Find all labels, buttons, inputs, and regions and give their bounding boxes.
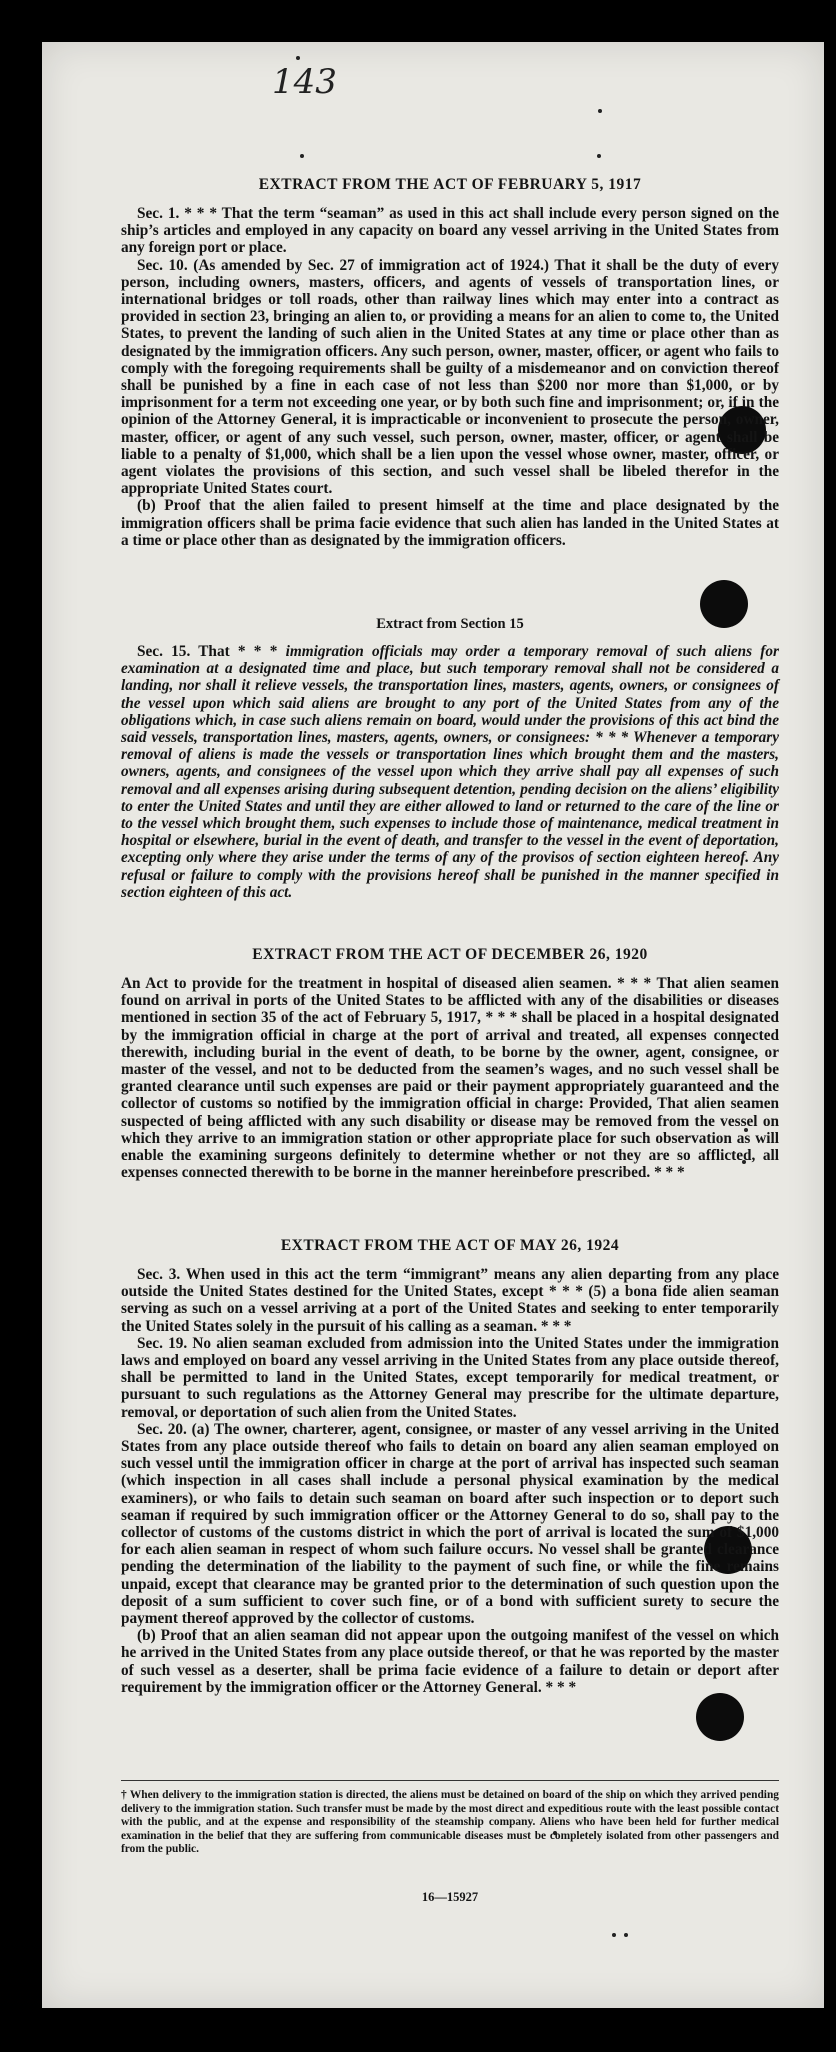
speck <box>300 154 304 158</box>
footnote-text: † When delivery to the immigration station is directed, the aliens must be detained on board of the ship on which they arrived pending delivery to the immigration station. Such transfer must be made by the most direct and expeditious route with the least possible contact with the public, and at the expense and responsibility of the steamship company. Aliens who have been held for further medical examination in the belief that they are suffering from communicable diseases must be completely isolated from other passengers and from the public. <box>121 1789 779 1855</box>
extract-feb-1917 <box>121 175 779 549</box>
page-number: 16—15927 <box>421 1890 479 1904</box>
section-10-text: Sec. 10. (As amended by Sec. 27 of immigration act of 1924.) That it shall be the duty of every person, including owners, masters, officers, and agents of vessels of transportation lines, or international bridges or toll roads, other than railway lines which may enter into a contract as provided in section 23, bringing an alien to, or providing a means for an alien to come to, the United States, to prevent the landing of such alien in the United States at any time or place other than as designated by the immigration officers. Any such person, owner, master, officer, or agent who fails to comply with the foregoing requirements shall be guilty of a misdemeanor and on conviction thereof shall be punished by a fine in each case of not less than $200 nor more than $1,000, or by imprisonment for a term not exceeding one year, or by both such fine and imprisonment; or, if in the opinion of the Attorney General, it is impracticable or inconvenient to prosecute the person, owner, master, officer, or agent of any such vessel, such person, owner, master, officer, or agent shall be liable to a penalty of $1,000, which shall be a lien upon the vessel whose owner, master, officer, or agent violates the provisions of this section, and such vessel shall be libeled therefor in the appropriate United States court. <box>121 256 779 498</box>
section-title: EXTRACT FROM THE ACT OF FEBRUARY 5, 1917 <box>258 176 642 193</box>
page-footer <box>121 1890 779 1910</box>
punch-hole <box>696 1693 744 1741</box>
section-10b-text: (b) Proof that the alien failed to present himself at the time and place designated by the immigration officers shall be prima facie evidence that such alien has landed in the United States at a time or place other than as designated by the immigration officers. <box>121 497 779 549</box>
speck <box>296 56 300 60</box>
section-1-text: Sec. 1. * * * That the term “seaman” as used in this act shall include every person signed on the ship’s articles and employed in any capacity on board any vessel arriving in the United States from any foreign port or place. <box>121 205 779 257</box>
speck <box>598 109 602 113</box>
section-15-lead: Sec. 15. That * * * <box>137 643 278 660</box>
speck <box>612 1933 616 1937</box>
section-15-italic-text: immigration officials may order a temporary removal of such aliens for examination at a designated time and place, but such temporary removal shall not be considered a landing, nor shall it relieve vessels, the transportation lines, masters, agents, owners, or consignees of the vessel upon which said aliens are brought to any port of the United States from any of the obligations which, in case such aliens remain on board, would under the provisions of this act bind the said vessels, transportation lines, masters, agents, owners, or consignees: * * * Whenever a temporary removal of aliens is made the vessels or transportation lines which brought them and the masters, owners, agents, and consignees of the vessel upon which they arrive shall pay all expenses of such removal and all expenses arising during subsequent detention, pending decision on the aliens’ eligibility to enter the United States and until they are either allowed to land or returned to the care of the line or to the vessel which brought them, such expenses to include those of maintenance, medical treatment in hospital or elsewhere, burial in the event of death, and transfer to the vessel in the event of deportation, excepting only where they arise under the terms of any of the provisos of section eighteen hereof. Any refusal or failure to comply with the provisions hereof shall be punished in the manner specified in section eighteen of this act. <box>121 643 779 901</box>
speck <box>597 154 601 158</box>
section-3-text: Sec. 3. When used in this act the term “immigrant” means any alien departing from any place outside the United States destined for the United States, except * * * (5) a bona fide alien seaman serving as such on a vessel arriving at a port of the United States and seeking to enter temporarily the United States solely in the pursuit of his calling as a seaman. * * * <box>121 1266 779 1335</box>
extract-may-1924 <box>121 1236 779 1696</box>
footnote-block <box>121 1780 779 1857</box>
section-title: EXTRACT FROM THE ACT OF MAY 26, 1924 <box>280 1237 620 1254</box>
extract-section-15 <box>121 616 779 901</box>
section-subtitle: Extract from Section 15 <box>376 616 524 632</box>
handwritten-number: 143 <box>272 62 337 102</box>
extract-dec-1920 <box>121 945 779 1181</box>
document-page <box>42 42 824 2008</box>
section-title: EXTRACT FROM THE ACT OF DECEMBER 26, 1920 <box>252 946 648 963</box>
speck <box>624 1933 628 1937</box>
section-20a-text: Sec. 20. (a) The owner, charterer, agent, consignee, or master of any vessel arriving in the United States from any place outside thereof who fails to detain on board any alien seaman employed on such vessel until the immigration officer in charge at the port of arrival has inspected such seaman (which inspection in all cases shall include a personal physical examination by the medical examiners), or who fails to detain such seaman on board after such inspection or to deport such seaman if required by such immigration officer or the Attorney General to do so, shall pay to the collector of customs of the customs district in which the port of arrival is located the sum of $1,000 for each alien seaman in respect of whom such failure occurs. No vessel shall be granted clearance pending the determination of the liability to the payment of such fine, or while the fine remains unpaid, except that clearance may be granted prior to the determination of such question upon the deposit of a sum sufficient to cover such fine, or of a bond with sufficient surety to secure the payment thereof approved by the collector of customs. <box>121 1420 779 1628</box>
section-20b-text: (b) Proof that an alien seaman did not appear upon the outgoing manifest of the vessel on which he arrived in the United States from any place outside thereof, or that he was reported by the master of such vessel as a deserter, shall be prima facie evidence of a failure to detain or deport after requirement by the immigration officer or the Attorney General. * * * <box>121 1627 779 1696</box>
section-19-text: Sec. 19. No alien seaman excluded from admission into the United States under the immigration laws and employed on board any vessel arriving in the United States from any place outside thereof, shall be permitted to land in the United States, except temporarily for medical treatment, or pursuant to such regulations as the Attorney General may prescribe for the ultimate departure, removal, or deportation of such alien from the United States. <box>121 1334 779 1421</box>
dec-1920-text: An Act to provide for the treatment in hospital of diseased alien seamen. * * * That alien seamen found on arrival in ports of the United States to be afflicted with any of the disabilities or diseases mentioned in section 35 of the act of February 5, 1917, * * * shall be placed in a hospital designated by the immigration official in charge at the port of arrival and treated, all expenses connected therewith, including burial in the event of death, to be borne by the owner, agent, consignee, or master of the vessel, and not to be deducted from the seamen’s wages, and no such vessel shall be granted clearance until such expenses are paid or their payment appropriately guaranteed and the collector of customs so notified by the immigration official in charge: Provided, That alien seamen suspected of being afflicted with any such disability or disease may be removed from the vessel on which they arrive to an immigration station or other appropriate place for such observation as will enable the examining surgeons definitely to determine whether or not they are so afflicted, all expenses connected therewith to be borne in the manner hereinbefore prescribed. * * * <box>121 975 779 1182</box>
section-15-text <box>121 643 779 901</box>
